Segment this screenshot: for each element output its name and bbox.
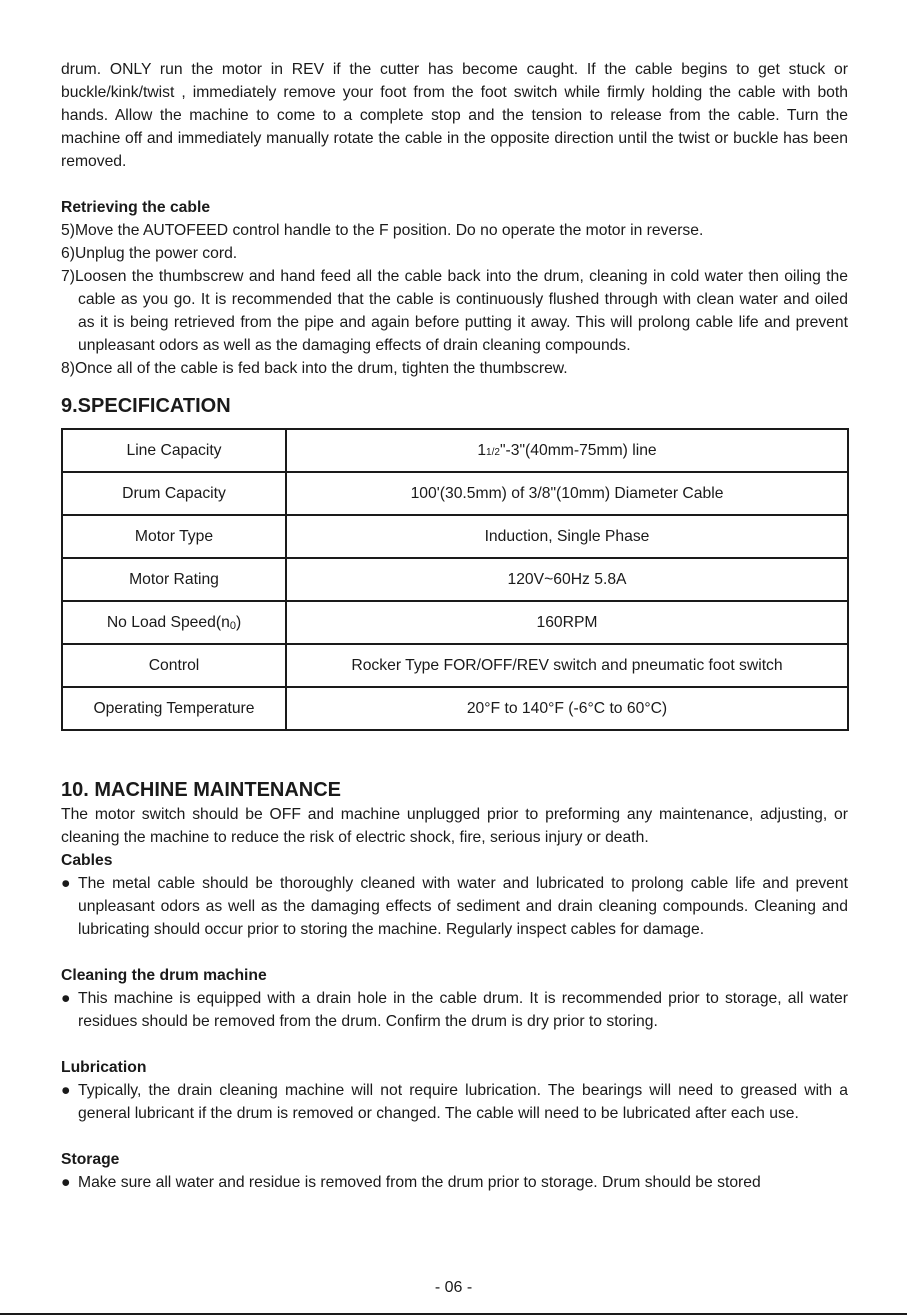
bullet-icon: ● xyxy=(61,1082,71,1099)
table-row xyxy=(62,601,848,644)
bullet-icon: ● xyxy=(61,1174,71,1191)
spec-value: Rocker Type FOR/OFF/REV switch and pneumatic foot switch xyxy=(286,644,848,687)
page-content xyxy=(61,58,848,1194)
drum-heading: Cleaning the drum machine xyxy=(61,967,267,984)
bullet-icon: ● xyxy=(61,990,71,1007)
step-5: 5)Move the AUTOFEED control handle to the F position. Do no operate the motor in reverse. xyxy=(61,222,704,239)
table-row xyxy=(62,515,848,558)
spec-value: 100'(30.5mm) of 3/8"(10mm) Diameter Cable xyxy=(286,472,848,515)
specification-table xyxy=(61,428,849,731)
table-row xyxy=(62,558,848,601)
bullet-icon: ● xyxy=(61,875,71,892)
spec-value: Induction, Single Phase xyxy=(286,515,848,558)
table-row xyxy=(62,429,848,472)
step-7: 7)Loosen the thumbscrew and hand feed all the cable back into the drum, cleaning in cold water then oiling the cable as you go. It is recommended that the cable is continuously flushed through with clean water and oiled as it is being retrieved from the pipe and again before putting it away. This will prolong cable life and prevent unpleasant odors as well as the damaging effects of drain cleaning compounds. xyxy=(61,268,848,354)
spec-label: Motor Rating xyxy=(62,558,286,601)
list-item: ● This machine is equipped with a drain hole in the cable drum. It is recommended prior to storage, all water residues should be removed from the drum. Confirm the drum is dry prior to storing. xyxy=(61,987,848,1033)
cables-heading: Cables xyxy=(61,852,113,869)
lubrication-heading: Lubrication xyxy=(61,1059,147,1076)
retrieving-heading: Retrieving the cable xyxy=(61,199,211,216)
spec-label: Drum Capacity xyxy=(62,472,286,515)
spec-label: Control xyxy=(62,644,286,687)
list-item: ● The metal cable should be thoroughly cleaned with water and lubricated to prolong cable life and prevent unpleasant odors as well as the damaging effects of sediment and drain cleaning compounds. Cleaning and lubricating should occur prior to storing the machine. Regularly inspect cables for damage. xyxy=(61,872,848,941)
list-item: ● Make sure all water and residue is removed from the drum prior to storage. Drum should be stored xyxy=(61,1171,848,1194)
spec-value: 120V~60Hz 5.8A xyxy=(286,558,848,601)
spec-label: Operating Temperature xyxy=(62,687,286,730)
spec-value: 20°F to 140°F (-6°C to 60°C) xyxy=(286,687,848,730)
spec-label: No Load Speed(n0) xyxy=(62,601,286,644)
table-row xyxy=(62,687,848,730)
spec-label: Line Capacity xyxy=(62,429,286,472)
storage-heading: Storage xyxy=(61,1151,120,1168)
table-row xyxy=(62,472,848,515)
maintenance-title: 10. MACHINE MAINTENANCE xyxy=(61,779,342,801)
step-6: 6)Unplug the power cord. xyxy=(61,245,238,262)
intro-paragraph: drum. ONLY run the motor in REV if the cutter has become caught. If the cable begins to get stuck or buckle/kink/twist , immediately remove your foot from the foot switch while firmly holding the cable with both hands. Allow the machine to come to a complete stop and the tension to release from the cable. Turn the machine off and immediately manually rotate the cable in the opposite direction until the twist or buckle has been removed. xyxy=(61,61,848,170)
list-item: ● Typically, the drain cleaning machine will not require lubrication. The bearings will need to greased with a general lubricant if the drum is removed or changed. The cable will need to be lubricated after each use. xyxy=(61,1079,848,1125)
table-row xyxy=(62,644,848,687)
specification-title: 9.SPECIFICATION xyxy=(61,395,231,417)
page-number: - 06 - xyxy=(434,1279,473,1296)
spec-label: Motor Type xyxy=(62,515,286,558)
spec-value: 11/2"-3"(40mm-75mm) line xyxy=(286,429,848,472)
step-8: 8)Once all of the cable is fed back into the drum, tighten the thumbscrew. xyxy=(61,360,568,377)
maintenance-intro: The motor switch should be OFF and machine unplugged prior to preforming any maintenance, adjusting, or cleaning the machine to reduce the risk of electric shock, fire, serious injury or death. xyxy=(61,806,848,846)
spec-value: 160RPM xyxy=(286,601,848,644)
